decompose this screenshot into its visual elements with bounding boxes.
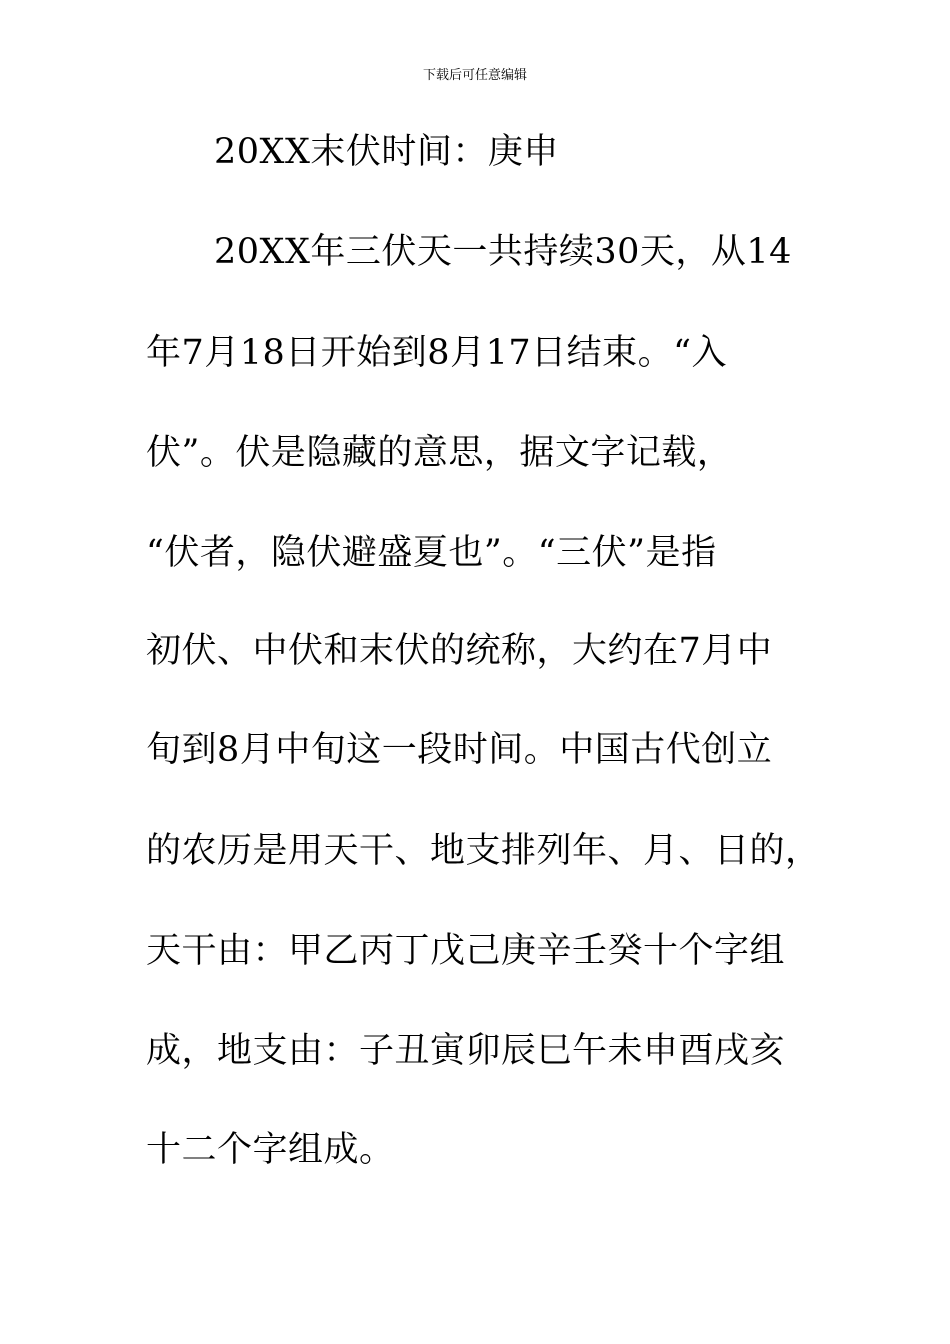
body-line: 的农历是用天干、地支排列年、月、日的， (146, 831, 821, 871)
body-line: “伏者，隐伏避盛夏也”。“三伏”是指 (146, 533, 717, 573)
body-line: 年7月18日开始到8月17日结束。“入 (146, 333, 728, 373)
page-header-note: 下载后可任意编辑 (422, 68, 527, 83)
document-heading: 20XX末伏时间：庚申 (214, 132, 559, 172)
body-line: 初伏、中伏和末伏的统称，大约在7月中 (146, 631, 773, 671)
body-line: 成，地支由：子丑寅卯辰巳午未申酉戌亥 (146, 1031, 786, 1071)
body-line: 天干由：甲乙丙丁戊己庚辛壬癸十个字组 (146, 931, 786, 971)
body-line: 旬到8月中旬这一段时间。中国古代创立 (146, 730, 773, 770)
body-line: 20XX年三伏天一共持续30天，从14 (214, 232, 792, 272)
body-line: 伏”。伏是隐藏的意思，据文字记载， (146, 433, 733, 473)
body-line: 十二个字组成。 (146, 1130, 395, 1170)
